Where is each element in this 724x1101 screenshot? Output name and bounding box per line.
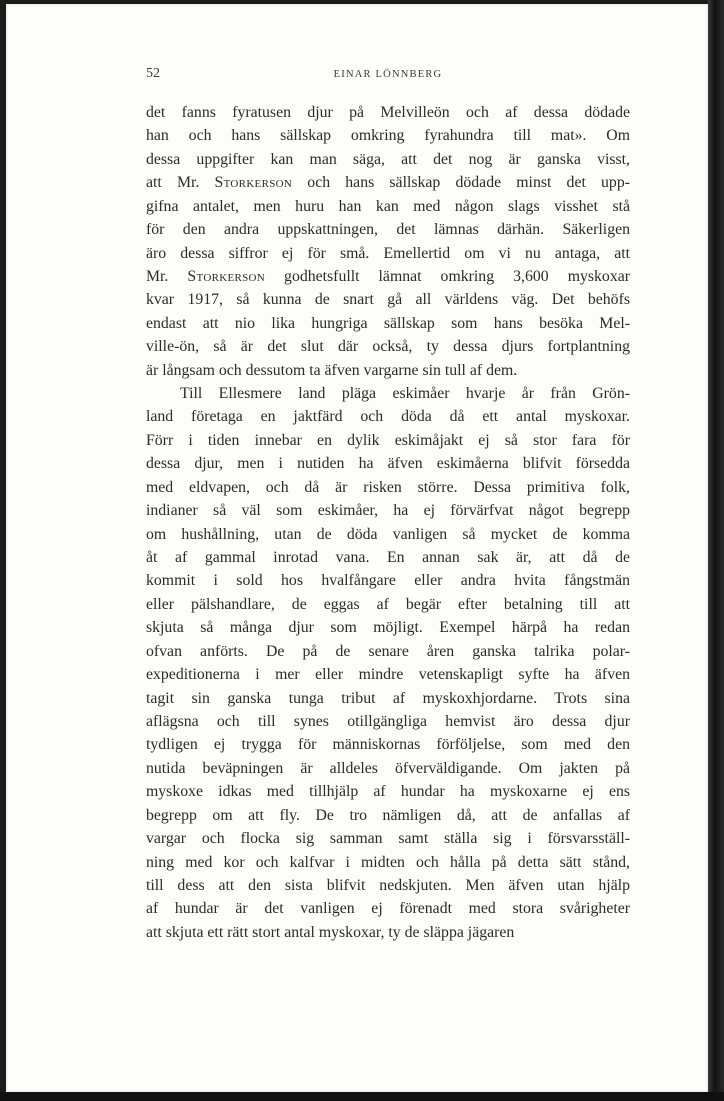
text-segment: dessa uppgifter kan man säga, att det nog är ganska visst, (146, 150, 630, 168)
page-edge-bottom (0, 1092, 724, 1101)
page-number: 52 (146, 66, 160, 81)
text-segment: skjuta så många djur som möjligt. Exempel härpå ha redan (146, 619, 630, 637)
text-line (146, 804, 630, 827)
text-segment: dessa djur, men i nutiden ha äfven eskimåerna blifvit försedda (146, 455, 630, 473)
text-segment: myskoxe idkas med tillhjälp af hundar ha myskoxarne ej ens (146, 783, 630, 801)
text-line (146, 101, 630, 124)
text-segment: Mr. (146, 267, 188, 285)
text-segment: med eldvapen, och då är risken större. Dessa primitiva folk, (146, 478, 630, 496)
text-line (146, 499, 630, 522)
text-line (146, 616, 630, 639)
text-line (146, 757, 630, 780)
running-head-author: EINAR LÖNNBERG (333, 69, 443, 80)
text-segment: kvar 1917, så kunna de snart gå all världens väg. Det behöfs (146, 291, 630, 309)
text-segment: om hushållning, utan de döda vanligen så mycket de komma (146, 525, 630, 543)
text-segment: Till Ellesmere land pläga eskimåer hvarje år från Grön- (180, 385, 630, 403)
text-line (146, 405, 630, 428)
text-line (146, 687, 630, 710)
text-segment: indianer så väl som eskimåer, ha ej förvärfvat något begrepp (146, 502, 630, 520)
text-line (146, 359, 630, 382)
text-segment: och hans sällskap dödade minst det upp- (292, 174, 630, 192)
text-line (146, 148, 630, 171)
text-segment: åt af gammal inrotad vana. En annan sak är, att då de (146, 549, 630, 567)
text-line (146, 218, 630, 241)
text-segment: att skjuta ett rätt stort antal myskoxar, ty de släppa jägaren (146, 923, 515, 941)
text-line (146, 780, 630, 803)
text-segment: är långsam och dessutom ta äfven vargarne sin tull af dem. (146, 361, 518, 379)
text-segment: ning med kor och kalfvar i midten och hålla på detta sätt stånd, (146, 853, 630, 871)
text-segment: kommit i sold hos hvalfångare eller andra hvita fångstmän (146, 572, 630, 590)
text-segment: för den andra uppskattningen, det lämnas därhän. Säkerligen (146, 221, 630, 239)
text-line (146, 195, 630, 218)
text-segment: godhetsfullt lämnat omkring 3,600 myskoxar (265, 267, 630, 285)
text-segment: land företaga en jaktfärd och döda då ett antal myskoxar. (146, 408, 630, 426)
text-line (146, 640, 630, 663)
text-line (146, 124, 630, 147)
text-segment: han och hans sällskap omkring fyrahundra till mat». Om (146, 127, 630, 145)
text-line (146, 476, 630, 499)
text-segment: endast att nio lika hungriga sällskap som hans besöka Mel- (146, 314, 630, 332)
text-segment: att Mr. (146, 174, 215, 192)
text-segment: det fanns fyratusen djur på Melvilleön och af dessa dödade (146, 104, 630, 121)
text-line (146, 921, 630, 944)
text-line (146, 429, 630, 452)
text-segment: ville-ön, så är det slut där också, ty dessa djurs fortplantning (146, 338, 630, 356)
text-segment: ofvan anförts. De på de senare åren ganska talrika polar- (146, 642, 630, 660)
page-edge-right (708, 0, 724, 1101)
running-head (146, 66, 630, 86)
text-line (146, 382, 630, 405)
text-line (146, 733, 630, 756)
person-name-smallcaps: Storkerson (187, 267, 266, 285)
text-line (146, 242, 630, 265)
text-segment: expeditionerna i mer eller mindre vetenskapligt syfte ha äfven (146, 666, 630, 684)
body-text (146, 101, 630, 944)
person-name-smallcaps: Storkerson (214, 174, 293, 192)
text-line (146, 663, 630, 686)
text-segment: tagit sin ganska tunga tribut af myskoxhjordarne. Trots sina (146, 689, 630, 707)
text-segment: vargar och flocka sig samman samt ställa sig i försvarsställ- (146, 830, 630, 848)
text-segment: äro dessa siffror ej för små. Emellertid om vi nu antaga, att (146, 244, 630, 262)
text-line (146, 593, 630, 616)
text-segment: aflägsna och till synes otillgängliga hemvist äro dessa djur (146, 712, 630, 730)
text-line (146, 171, 630, 194)
text-segment: af hundar är det vanligen ej förenadt med stora svårigheter (146, 900, 630, 918)
text-segment: till dess att den sista blifvit nedskjuten. Men äfven utan hjälp (146, 876, 630, 894)
text-line (146, 312, 630, 335)
text-line (146, 569, 630, 592)
text-line (146, 523, 630, 546)
text-segment: begrepp om att fly. De tro nämligen då, att de anfallas af (146, 806, 630, 824)
text-segment: tydligen ej trygga för människornas förföljelse, som med den (146, 736, 630, 754)
text-segment: eller pälshandlare, de eggas af begär efter betalning till att (146, 595, 630, 613)
text-segment: Förr i tiden innebar en dylik eskimåjakt ej så stor fara för (146, 431, 630, 449)
text-line (146, 897, 630, 920)
text-line (146, 827, 630, 850)
text-line (146, 710, 630, 733)
text-line (146, 546, 630, 569)
text-line (146, 265, 630, 288)
text-line (146, 288, 630, 311)
text-line (146, 874, 630, 897)
text-segment: nutida beväpningen är alldeles öfverväldigande. Om jakten på (146, 759, 630, 777)
text-segment: gifna antalet, men huru han kan med någon slags visshet stå (146, 197, 630, 215)
text-line (146, 335, 630, 358)
text-line (146, 851, 630, 874)
text-line (146, 452, 630, 475)
